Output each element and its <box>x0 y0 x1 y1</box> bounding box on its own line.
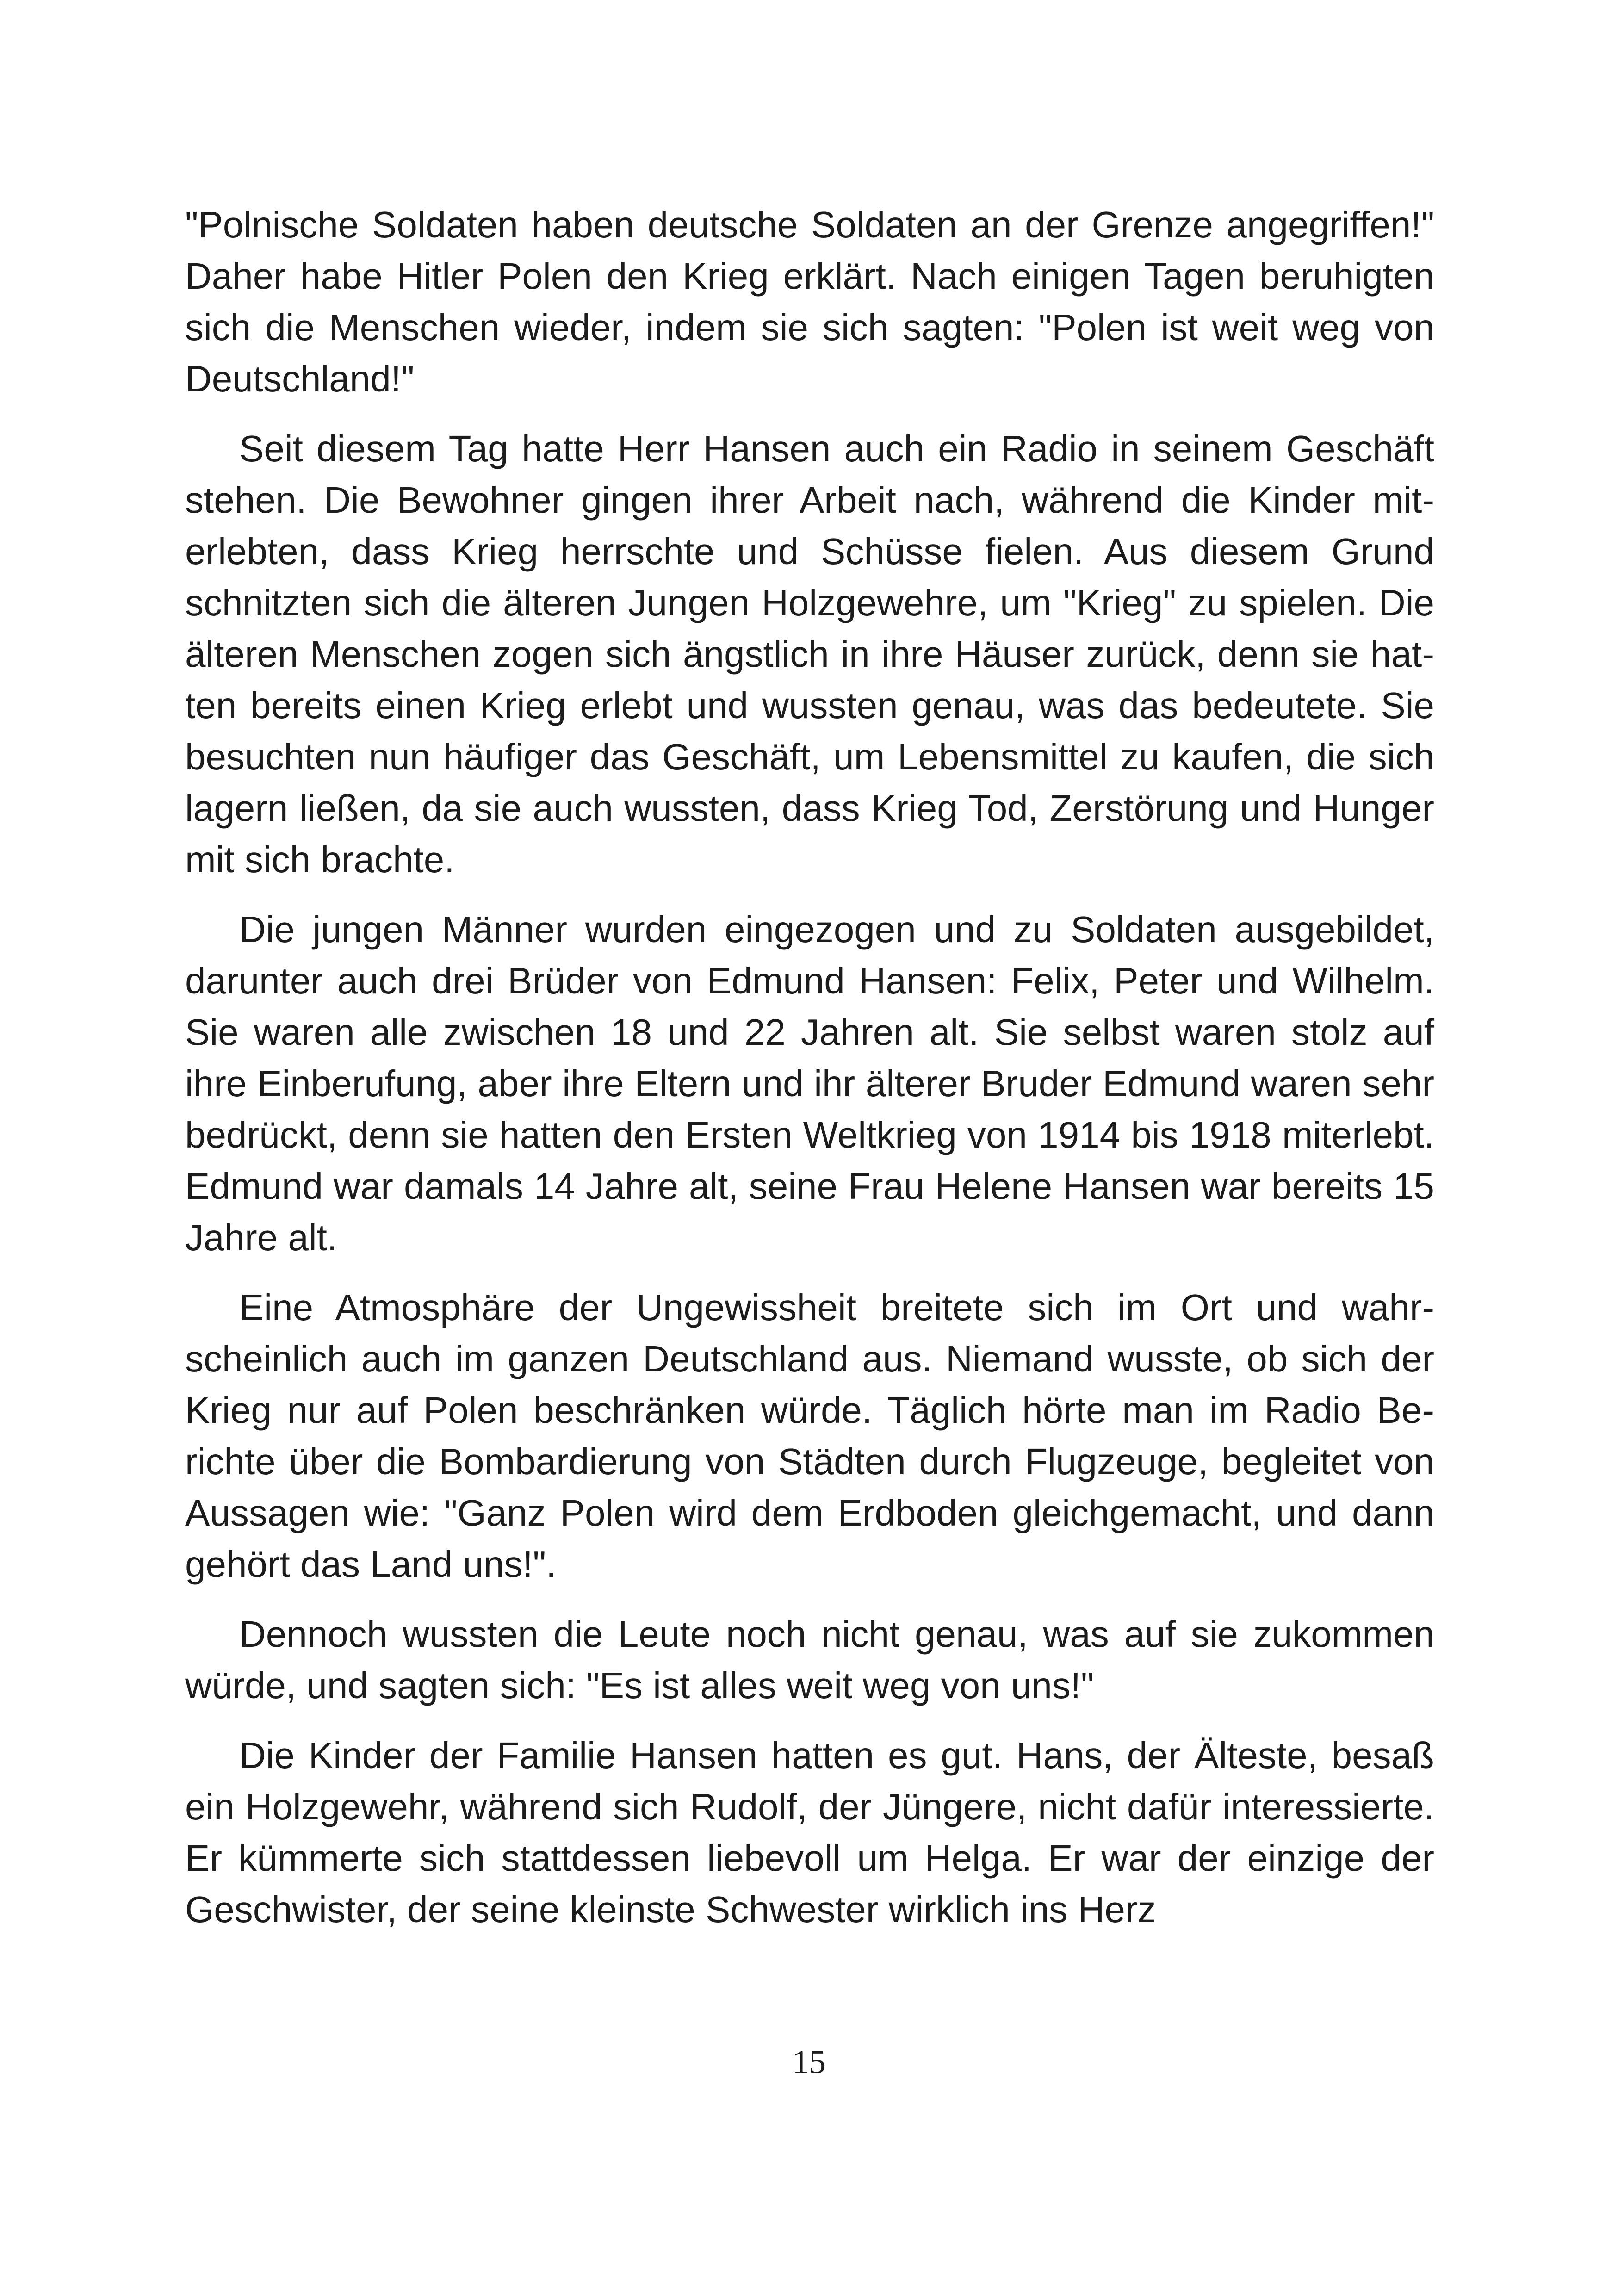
paragraph-4: Eine Atmosphäre der Ungewissheit breitete sich im Ort und wahrscheinlich auch im ganzen Deutschland aus. Niemand wusste, ob sich der Krieg nur auf Polen beschränken würde. Täglich hörte man im Radio Berichte über die Bombardierung von Städten durch Flugzeuge, begleitet von Aussagen wie: "Ganz Polen wird dem Erdboden gleichgemacht, und dann gehört das Land uns!". <box>185 1287 1434 1585</box>
paragraph-1: "Polnische Soldaten haben deutsche Soldaten an der Grenze angegriffen!" Daher habe Hitler Polen den Krieg erklärt. Nach einigen Tagen beruhigten sich die Menschen wieder, indem sie sich sagten: "Polen ist weit weg von Deutschland!" <box>185 204 1434 399</box>
page-number: 15 <box>792 2043 826 2080</box>
page-body <box>185 199 1434 1954</box>
paragraph-3: Die jungen Männer wurden eingezogen und zu Soldaten ausgebildet, darunter auch drei Brüder von Edmund Hansen: Felix, Peter und Wilhelm. Sie waren alle zwischen 18 und 22 Jahren alt. Sie selbst waren stolz auf ihre Einberufung, aber ihre Eltern und ihr älterer Bruder Edmund waren sehr bedrückt, denn sie hatten den Ersten Weltkrieg von 1914 bis 1918 miterlebt. Edmund war damals 14 Jahre alt, seine Frau Helene Hansen war bereits 15 Jahre alt. <box>185 909 1434 1258</box>
paragraph-6: Die Kinder der Familie Hansen hatten es gut. Hans, der Älteste, besaß ein Holzgewehr, während sich Rudolf, der Jüngere, nicht dafür interessierte. Er kümmerte sich stattdessen liebevoll um Helga. Er war der einzige der Geschwister, der seine kleinste Schwester wirklich ins Herz <box>185 1735 1434 1930</box>
paragraph-2: Seit diesem Tag hatte Herr Hansen auch ein Radio in seinem Geschäft stehen. Die Bewohner gingen ihrer Arbeit nach, während die Kinder miterlebten, dass Krieg herrschte und Schüsse fielen. Aus diesem Grund schnitzten sich die älteren Jungen Holzgewehre, um "Krieg" zu spielen. Die älteren Menschen zogen sich ängstlich in ihre Häuser zurück, denn sie hatten bereits einen Krieg erlebt und wussten genau, was das bedeutete. Sie besuchten nun häufiger das Geschäft, um Lebensmittel zu kaufen, die sich lagern ließen, da sie auch wussten, dass Krieg Tod, Zerstörung und Hunger mit sich brachte. <box>185 428 1434 880</box>
paragraph-5: Dennoch wussten die Leute noch nicht genau, was auf sie zukommen würde, und sagten sich: "Es ist alles weit weg von uns!" <box>185 1613 1434 1706</box>
